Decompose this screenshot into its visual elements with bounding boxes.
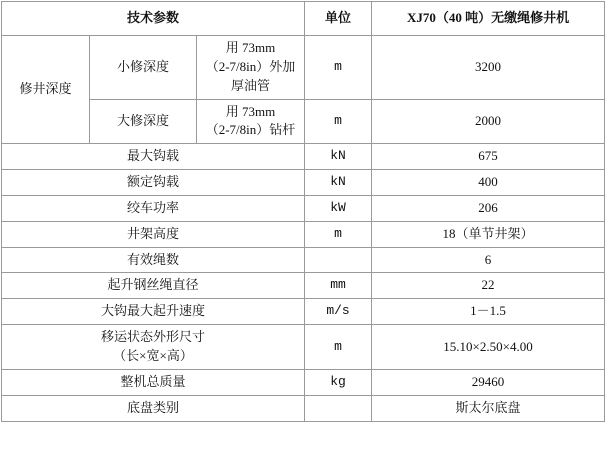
pipe-line-2: （2-7/8in）钻杆: [205, 122, 296, 138]
pipe-line-2: （2-7/8in）外加: [205, 58, 296, 74]
row-label-winch-power: 绞车功率: [2, 195, 305, 221]
row-label-mast-height: 井架高度: [2, 221, 305, 247]
row-label-hoisting-rope-diameter: 起升钢丝绳直径: [2, 273, 305, 299]
row-unit: kN: [305, 170, 372, 196]
header-parameter: 技术参数: [2, 2, 305, 36]
row-label-max-hook-speed: 大钩最大起升速度: [2, 299, 305, 325]
row-label-transport-dimensions: [2, 325, 305, 370]
header-model: XJ70（40 吨）无缴绳修井机: [372, 2, 605, 36]
table-row: [2, 369, 605, 395]
row-value: 斯太尔底盘: [372, 395, 605, 421]
table-row: [2, 325, 605, 370]
table-row: [2, 99, 605, 144]
row-sublabel-major-repair: 大修深度: [90, 99, 197, 144]
row-unit: mm: [305, 273, 372, 299]
row-value: 3200: [372, 36, 605, 100]
row-unit: m: [305, 221, 372, 247]
table-row: [2, 273, 605, 299]
row-value: 15.10×2.50×4.00: [372, 325, 605, 370]
table-row: [2, 247, 605, 273]
pipe-line-1: 用 73mm: [225, 103, 276, 119]
row-unit: m: [305, 325, 372, 370]
row-unit: m: [305, 99, 372, 144]
row-unit: kg: [305, 369, 372, 395]
row-label-chassis-type: 底盘类别: [2, 395, 305, 421]
table-row: [2, 221, 605, 247]
row-value: 6: [372, 247, 605, 273]
row-value: 206: [372, 195, 605, 221]
pipe-line-1: 用 73mm: [225, 40, 276, 55]
table-row: [2, 36, 605, 100]
table-row: [2, 195, 605, 221]
row-group-label-well-depth: 修井深度: [2, 36, 90, 144]
row-value: 675: [372, 144, 605, 170]
table-row: [2, 170, 605, 196]
row-unit: kN: [305, 144, 372, 170]
row-value: 2000: [372, 99, 605, 144]
row-label-total-mass: 整机总质量: [2, 369, 305, 395]
label-line-2: （长×宽×高）: [113, 347, 193, 363]
row-unit: m: [305, 36, 372, 100]
row-label-max-hook-load: 最大钩载: [2, 144, 305, 170]
row-pipe-spec-minor: [197, 36, 305, 100]
row-label-effective-rope-count: 有效绳数: [2, 247, 305, 273]
table-row: [2, 395, 605, 421]
specification-table: [1, 1, 605, 422]
row-pipe-spec-major: [197, 99, 305, 144]
row-unit: kW: [305, 195, 372, 221]
row-unit: m/s: [305, 299, 372, 325]
row-value: 1－1.5: [372, 299, 605, 325]
label-line-1: 移运状态外形尺寸: [101, 329, 206, 345]
row-value: 22: [372, 273, 605, 299]
pipe-line-3: 厚油管: [231, 77, 271, 93]
table-row: [2, 299, 605, 325]
row-unit: [305, 247, 372, 273]
table-header-row: [2, 2, 605, 36]
row-sublabel-minor-repair: 小修深度: [90, 36, 197, 100]
row-value: 18（单节井架）: [372, 221, 605, 247]
row-value: 400: [372, 170, 605, 196]
table-row: [2, 144, 605, 170]
row-label-rated-hook-load: 额定钩载: [2, 170, 305, 196]
row-unit: [305, 395, 372, 421]
row-value: 29460: [372, 369, 605, 395]
header-unit: 单位: [305, 2, 372, 36]
